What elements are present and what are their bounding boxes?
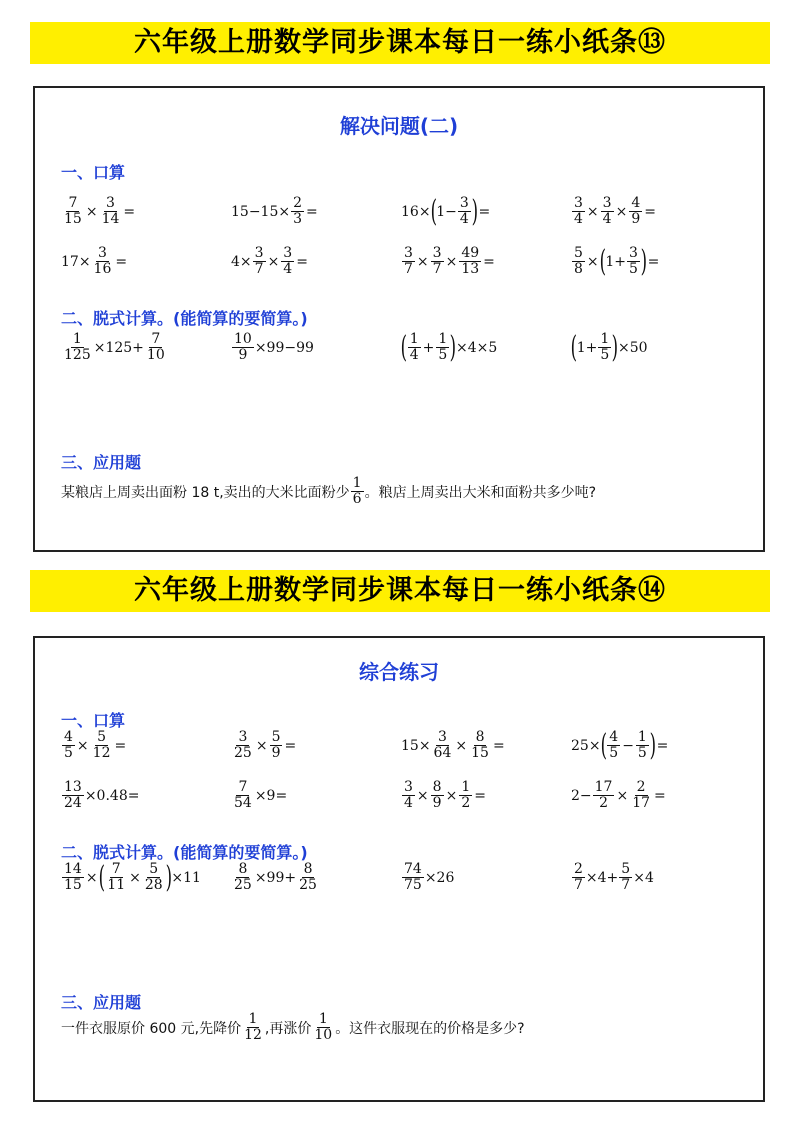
oral-13-4: $\frac{3}{4}$ × $\frac{3}{4}$ × $\frac{4}{9}$ = xyxy=(574,195,656,227)
oral-14-6: $\frac{7}{54}$ ×9= xyxy=(234,779,288,811)
oral-14-1: $\frac{4}{5}$ × $\frac{5}{12}$ = xyxy=(64,729,127,761)
section-calc-13: 二、脱式计算。(能简算的要简算。) xyxy=(61,309,308,328)
oral-13-8: $\frac{5}{8}$ × ( 1+ $\frac{3}{5}$ ) = xyxy=(574,243,660,279)
oral-13-1: $\frac{7}{15}$ × $\frac{3}{14}$ = xyxy=(64,195,136,227)
sheet-14 xyxy=(33,636,765,1102)
section-oral-14: 一、口算 xyxy=(61,711,126,730)
oral-13-5: 17× $\frac{3}{16}$ = xyxy=(61,245,128,277)
calc-14-2: $\frac{8}{25}$ ×99+ $\frac{8}{25}$ xyxy=(234,861,317,893)
oral-13-3: 16× ( 1− $\frac{3}{4}$ ) = xyxy=(401,193,491,229)
oral-14-7: $\frac{3}{4}$ × $\frac{8}{9}$ × $\frac{1}{2}$ = xyxy=(404,779,486,811)
calc-14-1: $\frac{14}{15}$ × ( $\frac{7}{11}$ × $\frac{5}{28}$ ) ×11 xyxy=(64,859,201,895)
sheet-13 xyxy=(33,86,765,552)
banner-13: 六年级上册数学同步课本每日一练小纸条⑬ xyxy=(30,22,770,64)
banner-14: 六年级上册数学同步课本每日一练小纸条⑭ xyxy=(30,570,770,612)
oral-14-5: $\frac{13}{24}$ ×0.48= xyxy=(64,779,140,811)
oral-14-8: 2− $\frac{17}{2}$ × $\frac{2}{17}$ = xyxy=(571,779,666,811)
section-calc-14: 二、脱式计算。(能简算的要简算。) xyxy=(61,843,308,862)
sheet-13-title: 解决问题(二) xyxy=(339,114,459,138)
calc-14-3: $\frac{74}{75}$ ×26 xyxy=(404,861,455,893)
oral-13-6: 4× $\frac{3}{7}$ × $\frac{3}{4}$ = xyxy=(231,245,308,277)
calc-13-1: $\frac{1}{125}$ ×125+ $\frac{7}{10}$ xyxy=(64,331,165,363)
problem-13: 某粮店上周卖出面粉 18 t,卖出的大米比面粉少 $\frac{1}{6}$ 。粮店上周卖出大米和面粉共多少吨? xyxy=(61,475,597,507)
sheet-14-title: 综合练习 xyxy=(359,660,439,684)
oral-14-3: 15× $\frac{3}{64}$ × $\frac{8}{15}$ = xyxy=(401,729,505,761)
oral-13-2: 15−15× $\frac{2}{3}$ = xyxy=(231,195,318,227)
section-oral-13: 一、口算 xyxy=(61,163,126,182)
oral-13-7: $\frac{3}{7}$ × $\frac{3}{7}$ × $\frac{49}{13}$ = xyxy=(404,245,495,277)
oral-14-4: 25× ( $\frac{4}{5}$ − $\frac{1}{5}$ ) = xyxy=(571,727,669,763)
calc-13-3: ( $\frac{1}{4}$ + $\frac{1}{5}$ ) ×4×5 xyxy=(400,329,498,365)
oral-14-2: $\frac{3}{25}$ × $\frac{5}{9}$ = xyxy=(234,729,297,761)
calc-14-4: $\frac{2}{7}$ ×4+ $\frac{5}{7}$ ×4 xyxy=(574,861,654,893)
section-app-14: 三、应用题 xyxy=(61,993,142,1012)
calc-13-2: $\frac{10}{9}$ ×99−99 xyxy=(234,331,314,363)
calc-13-4: ( 1+ $\frac{1}{5}$ ) ×50 xyxy=(570,329,648,365)
section-app-13: 三、应用题 xyxy=(61,453,142,472)
problem-14: 一件衣服原价 600 元,先降价 $\frac{1}{12}$ ,再涨价 $\frac{1}{10}$ 。这件衣服现在的价格是多少? xyxy=(61,1011,525,1043)
